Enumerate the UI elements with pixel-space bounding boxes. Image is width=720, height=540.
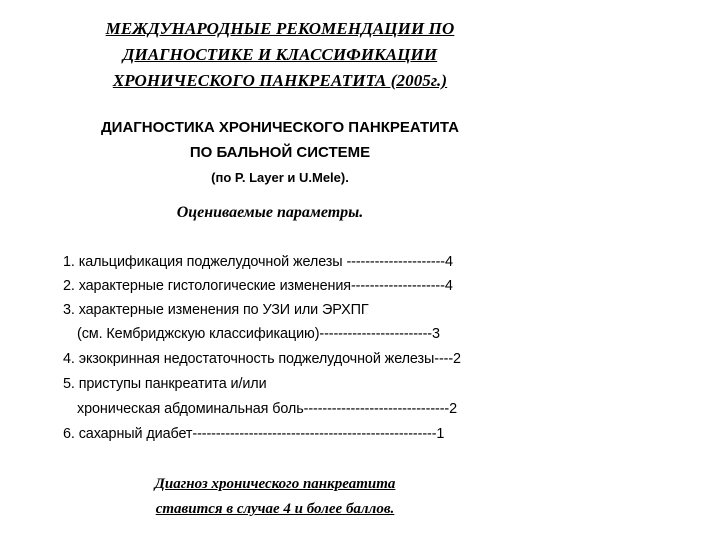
section-heading-line-2: ПО БАЛЬНОЙ СИСТЕМЕ <box>189 144 371 161</box>
criterion-item-3: 3. характерные изменения по УЗИ или ЭРХПГ <box>63 302 369 318</box>
conclusion-line-2: ставится в случае 4 и более баллов. <box>155 501 395 517</box>
section-heading-line-1: ДИАГНОСТИКА ХРОНИЧЕСКОГО ПАНКРЕАТИТА <box>101 119 459 136</box>
criterion-item-5: 5. приступы панкреатита и/или <box>63 376 267 392</box>
criterion-item-5-continuation: хроническая абдоминальная боль-------------------------------2 <box>77 401 457 417</box>
document-title-line-1: МЕЖДУНАРОДНЫЕ РЕКОМЕНДАЦИИ ПО <box>105 19 455 38</box>
conclusion-line-1: Диагноз хронического панкреатита <box>154 476 396 492</box>
criterion-item-6: 6. сахарный диабет----------------------------------------------------1 <box>63 426 445 442</box>
criterion-item-3-continuation: (см. Кембриджскую классификацию)------------------------3 <box>77 326 440 342</box>
document-title-line-3: ХРОНИЧЕСКОГО ПАНКРЕАТИТА (2005г.) <box>112 71 448 90</box>
criterion-item-4: 4. экзокринная недостаточность поджелудочной железы----2 <box>63 351 461 367</box>
criterion-item-1: 1. кальцификация поджелудочной железы ---------------------4 <box>63 254 453 270</box>
criterion-item-2: 2. характерные гистологические изменения--------------------4 <box>63 278 453 294</box>
document-title-line-2: ДИАГНОСТИКЕ И КЛАССИФИКАЦИИ <box>122 45 438 64</box>
parameters-title: Оцениваемые параметры. <box>176 204 364 221</box>
authors-note: (по P. Layer и U.Mele). <box>211 170 349 185</box>
